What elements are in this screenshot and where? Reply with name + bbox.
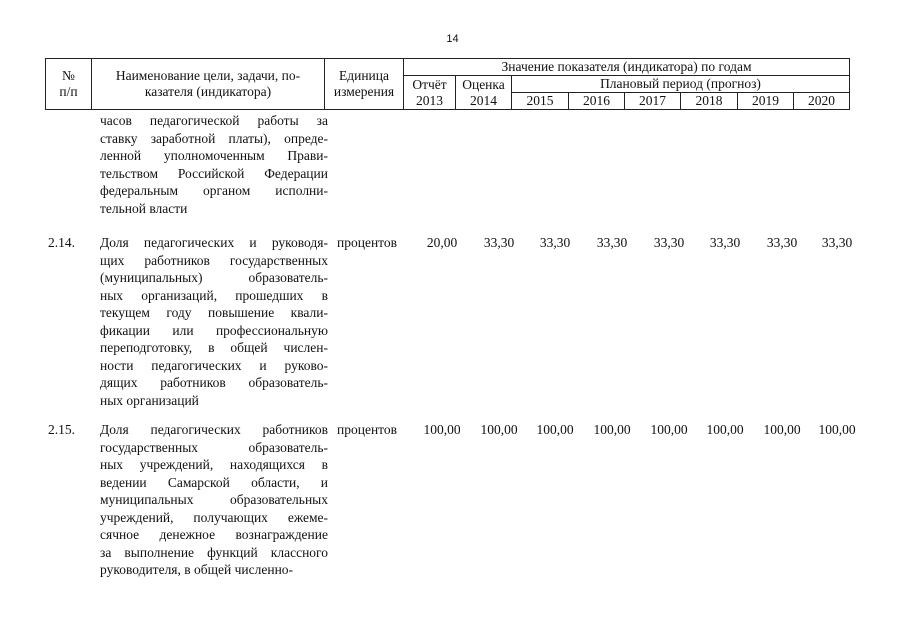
indicator-name: Доля педагогических работников государственных образователь- ных учреждений, находящихся в ведении Самарской области, и муниципальных образовательных учреждений, получающих ежеме- сячное денежное вознаграждение за выполнение функций классного руководителя, в общей численно- xyxy=(100,422,328,577)
value-2016: 100,00 xyxy=(593,422,631,437)
header-year-2016: 2016 xyxy=(569,93,625,110)
value-2019: 100,00 xyxy=(763,422,801,437)
value-2015: 33,30 xyxy=(539,235,571,250)
indicator-table-header xyxy=(45,58,850,110)
header-number: № п/п xyxy=(46,59,92,110)
value-2019: 33,30 xyxy=(766,235,798,250)
value-2017: 100,00 xyxy=(650,422,688,437)
unit-value: процентов xyxy=(337,422,398,437)
value-2016: 33,30 xyxy=(596,235,628,250)
header-year-2015: 2015 xyxy=(512,93,569,110)
page-number: 14 xyxy=(446,33,459,45)
continuation-text: часов педагогической работы за ставку заработной платы), опреде- ленной уполномоченным Прави- тельством Российской Федерации федеральным органом исполни- тельной власти xyxy=(100,113,328,216)
value-2014: 100,00 xyxy=(480,422,518,437)
header-year-2018: 2018 xyxy=(681,93,738,110)
header-plan-period: Плановый период (прогноз) xyxy=(512,76,850,93)
value-2013: 20,00 xyxy=(426,235,458,250)
indicator-name: Доля педагогических и руководя- щих работников государственных (муниципальных) образователь- ных организаций, прошедших в текущем году повышение квали- фикации или профессиональную переподготовку, в общей числен- ности педагогических и руково- дящих работников образователь- ных организаций xyxy=(100,235,328,408)
header-year-2017: 2017 xyxy=(625,93,681,110)
value-2013: 100,00 xyxy=(423,422,461,437)
row-number: 2.14. xyxy=(48,235,75,250)
header-values-by-year: Значение показателя (индикатора) по годам xyxy=(404,59,850,76)
header-estimate-2014: Оценка 2014 xyxy=(456,76,512,110)
row-number: 2.15. xyxy=(48,422,75,437)
value-2017: 33,30 xyxy=(653,235,685,250)
unit-value: процентов xyxy=(337,235,398,250)
value-2020: 33,30 xyxy=(821,235,853,250)
header-year-2019: 2019 xyxy=(738,93,794,110)
value-2018: 100,00 xyxy=(706,422,744,437)
header-year-2020: 2020 xyxy=(794,93,850,110)
header-report-2013: Отчёт 2013 xyxy=(404,76,456,110)
value-2015: 100,00 xyxy=(536,422,574,437)
value-2014: 33,30 xyxy=(483,235,515,250)
header-unit: Единица измерения xyxy=(325,59,404,110)
value-2020: 100,00 xyxy=(818,422,856,437)
value-2018: 33,30 xyxy=(709,235,741,250)
header-name: Наименование цели, задачи, по- казателя (индикатора) xyxy=(92,59,325,110)
